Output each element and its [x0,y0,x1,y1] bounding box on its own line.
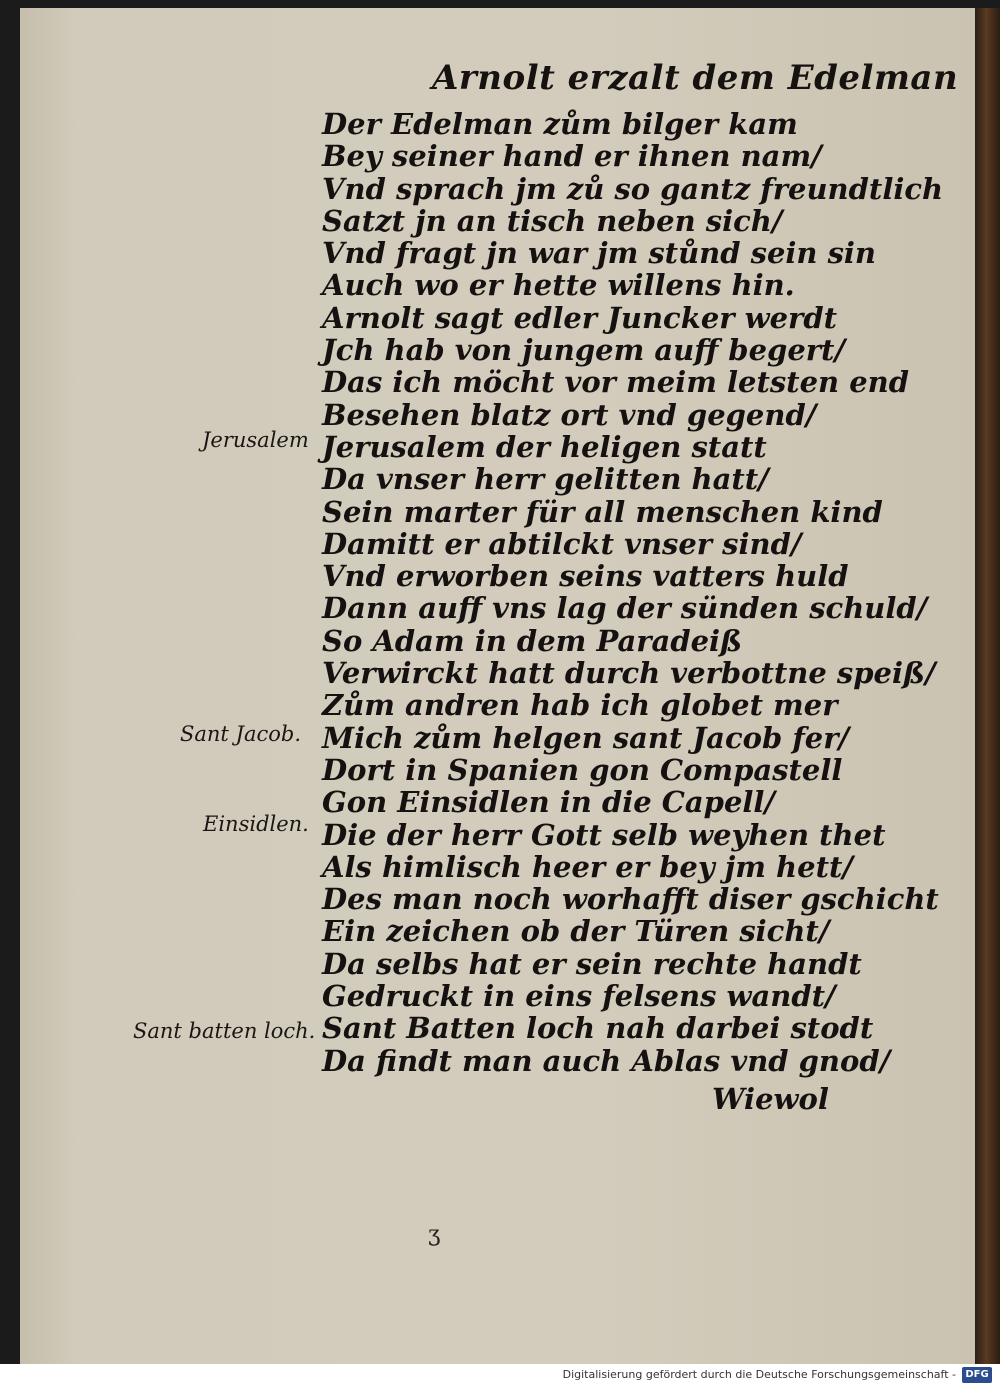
verse-line: Vnd sprach jm zů so gantz freundtlich [322,171,944,206]
verse-line: Jerusalem der heligen statt [322,429,767,464]
verse-line: Dann auff vns lag der sünden schuld/ [322,591,928,626]
verse-line: Auch wo er hette willens hin. [322,268,795,303]
verse-line: Da vnser herr gelitten hatt/ [322,462,769,497]
verse-line: So Adam in dem Paradeiß [322,623,743,658]
verse-line: Zům andren hab ich globet mer [322,688,838,723]
verse-line: Damitt er abtilckt vnser sind/ [322,526,802,561]
verse-line: Der Edelman zům bilger kam [322,107,798,141]
running-header: Arnolt erzalt dem Edelman [432,58,959,98]
verse-line: Sant Batten loch nah darbei stodt [322,1011,874,1046]
verse-line: Das ich möcht vor meim letsten end [322,365,910,400]
funding-notice: Digitalisierung gefördert durch die Deutsche Forschungsgemeinschaft - [562,1368,956,1381]
verse-line: Da selbs hat er sein rechte handt [322,946,862,981]
margin-note-sant-jacob: Sant Jacob. [180,722,302,746]
verse-line: Vnd erworben seins vatters huld [322,559,849,594]
verse-line: Des man noch worhafft diser gschicht [322,882,939,917]
verse-line: Mich zům helgen sant Jacob fer/ [322,720,850,755]
verse-line: Arnolt sagt edler Juncker werdt [322,300,838,335]
verse-line: Vnd fragt jn war jm stůnd sein sin [322,236,877,271]
verse-line: Als himlisch heer er bey jm hett/ [322,849,853,884]
verse-line: Bey seiner hand er ihnen nam/ [322,139,822,174]
margin-note-einsidlen: Einsidlen. [203,812,309,836]
verse-line: Satzt jn an tisch neben sich/ [322,203,783,238]
verse-line: Jch hab von jungem auff begert/ [322,333,846,368]
verse-line: Gon Einsidlen in die Capell/ [322,785,776,820]
margin-note-jerusalem: Jerusalem [202,428,309,452]
verse-line: Besehen blatz ort vnd gegend/ [322,397,817,432]
verse-line: Da findt man auch Ablas vnd gnod/ [322,1043,891,1078]
verse-line: Sein marter für all menschen kind [322,494,883,529]
verse-line: Verwirckt hatt durch verbottne speiß/ [322,656,936,691]
catchword: Wiewol [712,1082,829,1116]
verse-line: Ein zeichen ob der Türen sicht/ [322,914,830,949]
footer-bar [0,1364,1000,1389]
dfg-logo: DFG [962,1367,992,1383]
signature-mark: ʒ [428,1222,441,1247]
verse-line: Gedruckt in eins felsens wandt/ [322,979,836,1014]
verse-block [322,107,944,1078]
margin-note-sant-batten-loch: Sant batten loch. [133,1019,316,1043]
verse-line: Dort in Spanien gon Compastell [322,752,843,787]
book-spine [975,8,1000,1364]
verse-line: Die der herr Gott selb weyhen thet [322,817,886,852]
